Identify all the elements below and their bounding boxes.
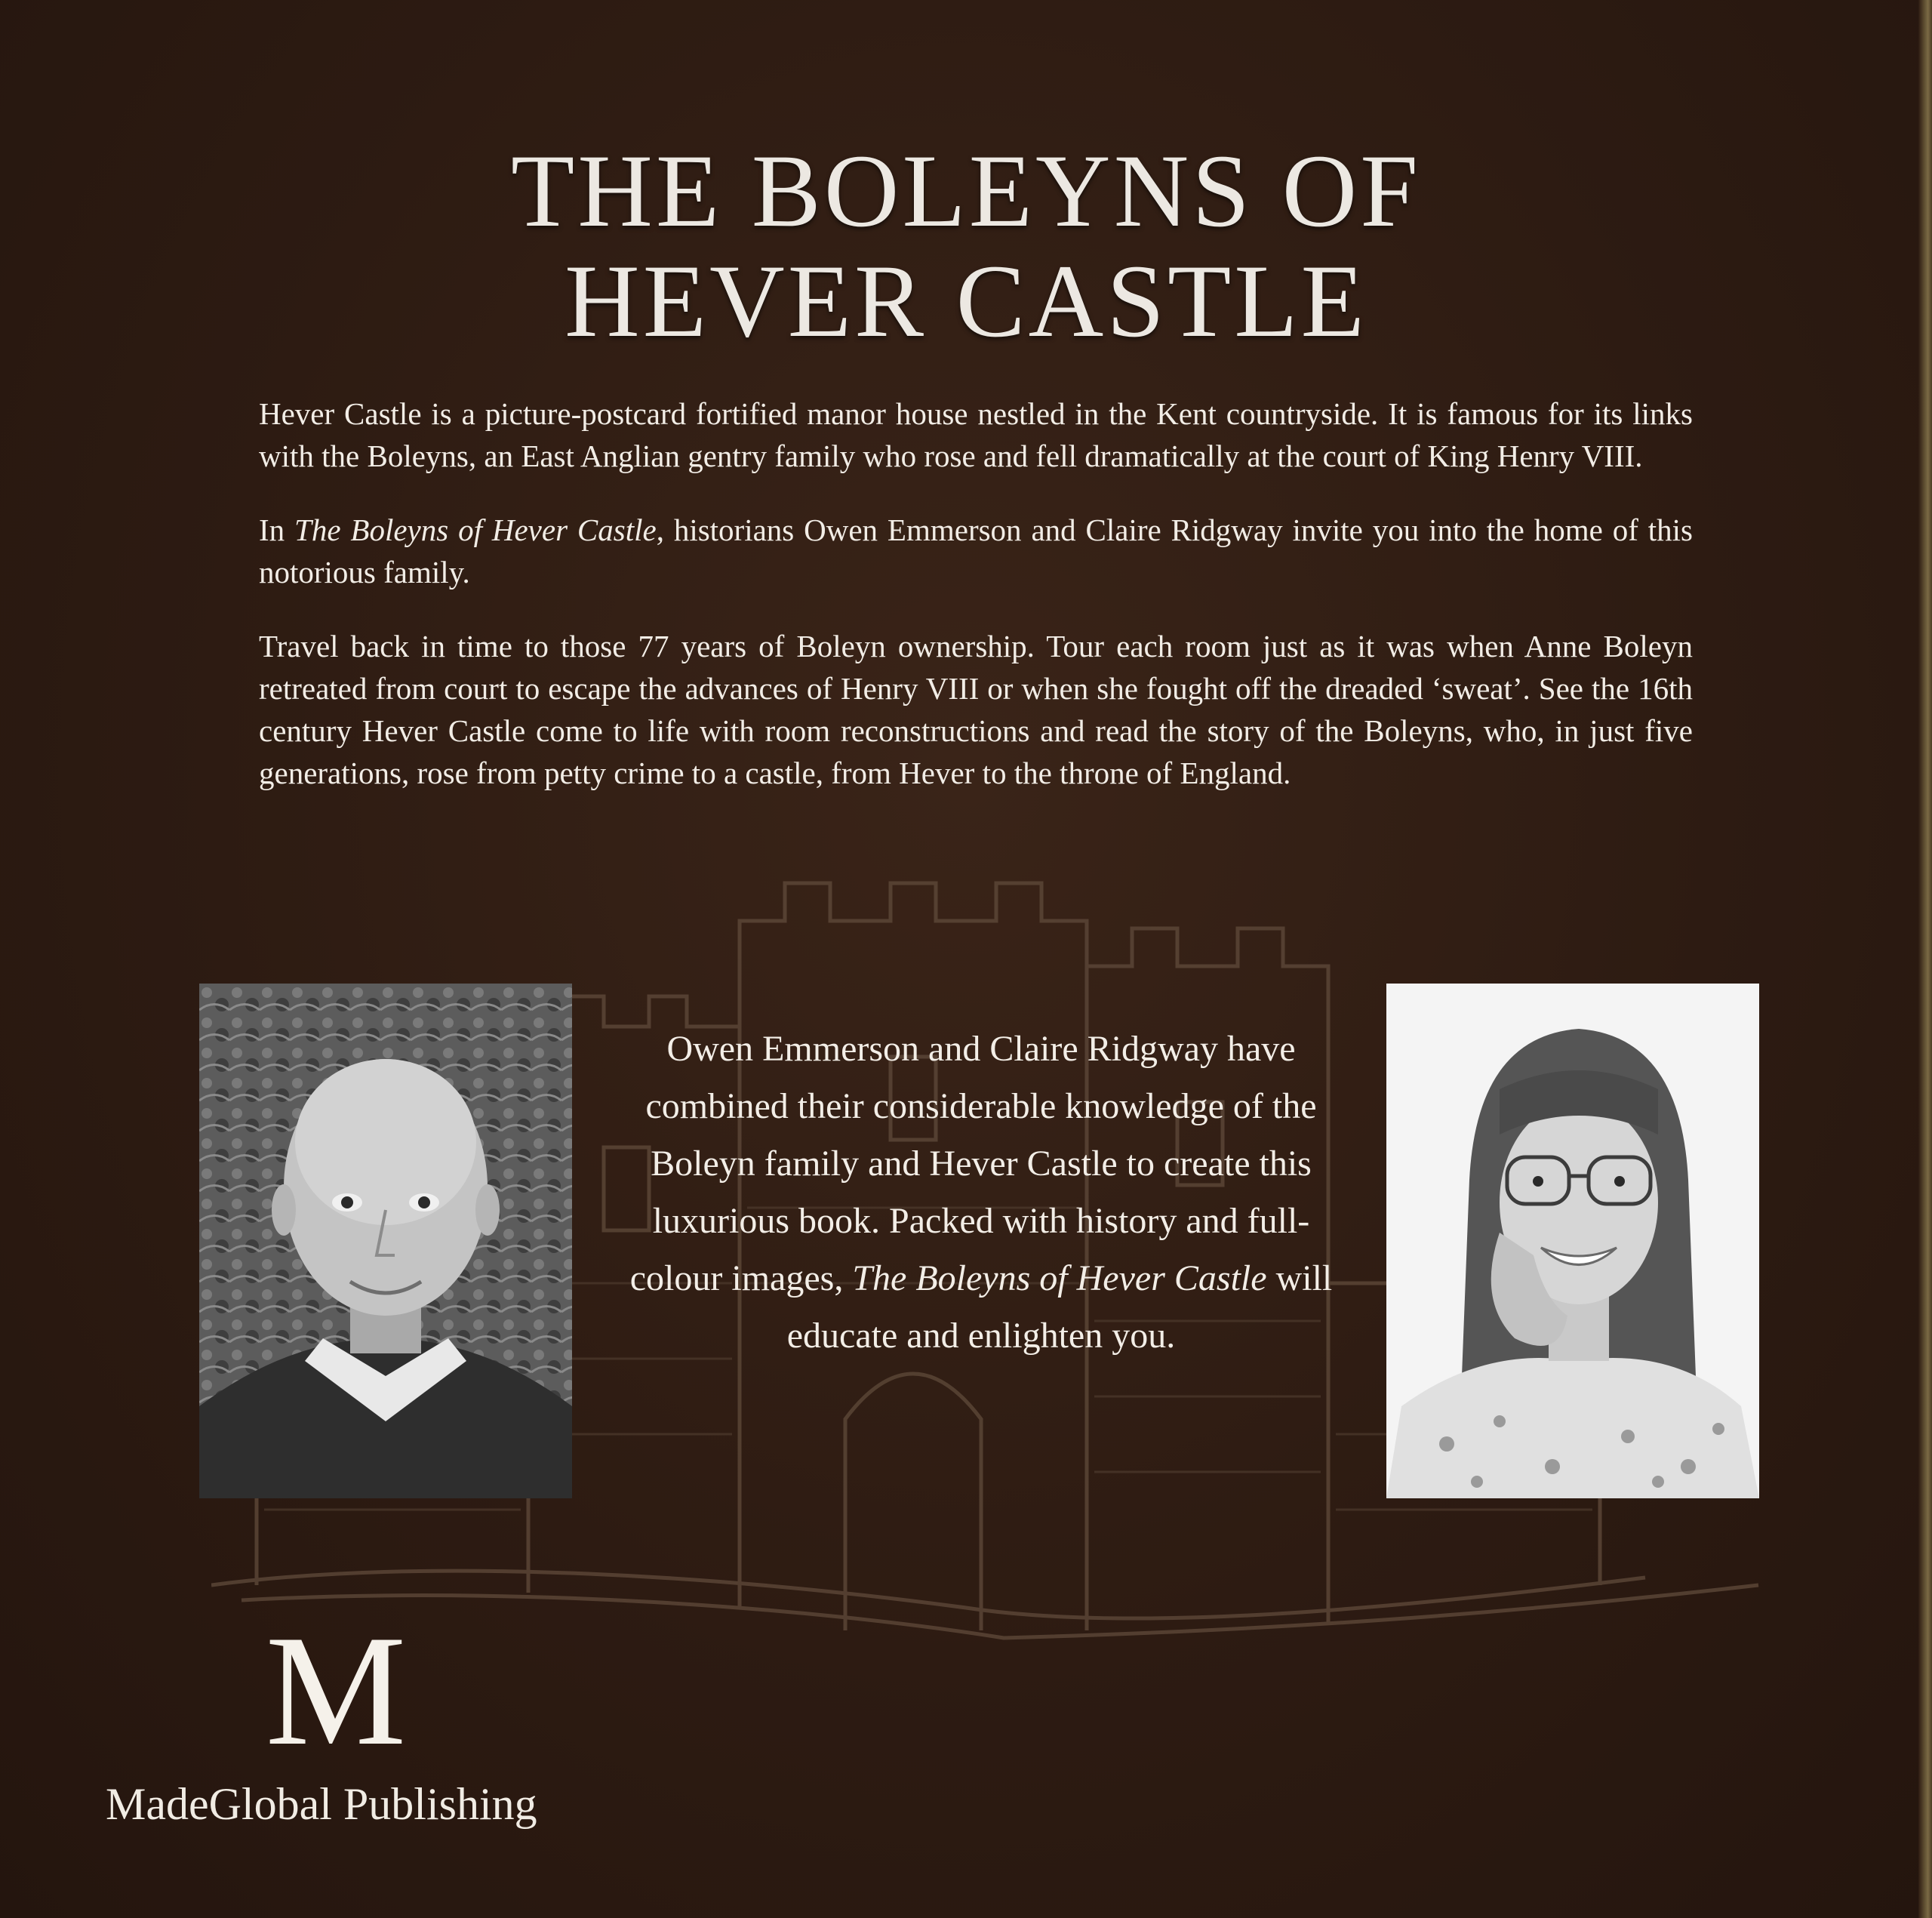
author-blurb-text: Owen Emmerson and Claire Ridgway have combined their considerable knowledge of the Boleyn family and Hever Castle to create this luxurious book. Packed with history and full-colour images, <box>629 1029 1317 1298</box>
intro-paragraph-2-book-title: The Boleyns of Hever Castle <box>294 513 657 547</box>
author-blurb-book-title: The Boleyns of Hever Castle <box>852 1258 1267 1298</box>
author-photo-owen <box>199 984 572 1498</box>
author-blurb <box>619 1021 1343 1365</box>
publisher-logo-letter: M <box>265 1603 407 1778</box>
book-title <box>0 133 1932 359</box>
intro-paragraph-2-suffix: , historians Owen Emmerson and Claire Ridgway invite you into the home of this notorious family. <box>259 513 1693 590</box>
author-blurb-ending: will educate and enlighten you. <box>786 1258 1333 1356</box>
intro-paragraph-1: Hever Castle is a picture-postcard fortified manor house nestled in the Kent countryside. It is famous for its links with the Boleyns, an East Anglian gentry family who rose and fell dramatically at the court of King Henry VIII. <box>259 396 1693 473</box>
book-title-line-2: HEVER CASTLE <box>565 243 1367 359</box>
book-title-line-1: THE BOLEYNS OF <box>510 133 1422 248</box>
intro-paragraph-2-prefix: In <box>259 513 295 547</box>
intro-paragraph-2 <box>259 509 1693 593</box>
intro-paragraph-3: Travel back in time to those 77 years of Boleyn ownership. Tour each room just as it was when Anne Boleyn retreated from court to escape the advances of Henry VIII or when she fought off the dreaded ‘sweat’. See the 16th century Hever Castle come to life with room reconstructions and read the story of the Boleyns, who, in just five generations, rose from petty crime to a castle, from Hever to the throne of England. <box>259 629 1693 790</box>
author-photo-claire <box>1386 984 1759 1498</box>
publisher-name: MadeGlobal Publishing <box>106 1779 537 1829</box>
intro-text <box>259 393 1693 826</box>
